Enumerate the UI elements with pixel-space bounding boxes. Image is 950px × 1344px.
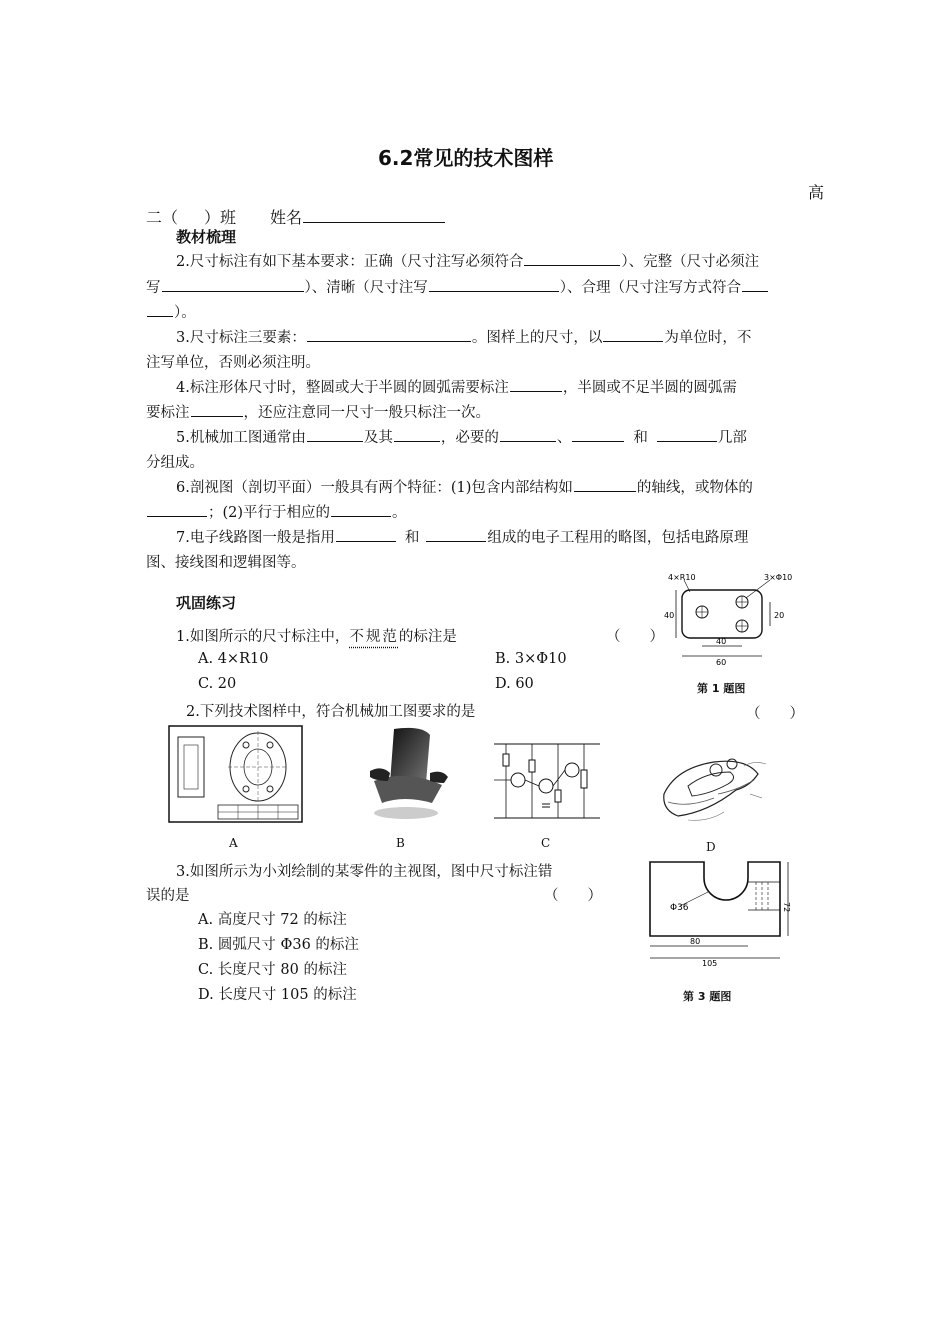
p3-option-d[interactable]: D. 长度尺寸 105 的标注 <box>198 987 357 1003</box>
figure-1-caption: 第 1 题图 <box>697 682 746 695</box>
q5-text-c: ，必要的 <box>440 430 499 446</box>
q4-line1 <box>176 376 737 397</box>
fig3-label-phi36: Φ36 <box>670 903 689 913</box>
q2-blank-1[interactable] <box>524 251 620 266</box>
image-c-label: C <box>541 836 551 850</box>
p3-answer-paren[interactable]: （ ） <box>544 888 602 904</box>
q6-line1 <box>176 476 753 497</box>
q7-line1 <box>176 526 748 547</box>
q5-line2: 分组成。 <box>146 455 204 471</box>
q5-text-e: 和 <box>633 430 648 446</box>
q6-line2 <box>146 501 407 522</box>
q5-blank-5[interactable] <box>657 427 717 442</box>
fig3-label-72: 72 <box>782 902 791 913</box>
image-c-circuit-diagram[interactable] <box>492 740 602 822</box>
q2-line2 <box>146 276 769 297</box>
image-a-label: A <box>229 836 238 850</box>
q5-text-b: 及其 <box>363 430 393 446</box>
q2-line1 <box>176 250 759 271</box>
class-name-line <box>146 205 446 228</box>
q2-blank-4b[interactable] <box>147 302 173 317</box>
q2-blank-4[interactable] <box>742 277 768 292</box>
q5-blank-2[interactable] <box>394 427 440 442</box>
q2-text-e: ）、合理（尺寸注写方式符合 <box>559 280 741 296</box>
figure-1-drawing <box>660 570 800 680</box>
q3-text-c: 为单位时，不 <box>664 330 752 346</box>
q4-line2 <box>146 401 490 422</box>
name-field[interactable] <box>303 208 445 223</box>
q7-text-c: 组成的电子工程用的略图，包括电路原理 <box>487 530 749 546</box>
q5-blank-4[interactable] <box>572 427 624 442</box>
q4-text-d: ，还应注意同一尺寸一般只标注一次。 <box>243 405 490 421</box>
q5-blank-1[interactable] <box>307 427 363 442</box>
class-prefix: 二（ <box>146 208 179 227</box>
fig1-label-60: 60 <box>716 658 727 667</box>
p3-stem-line2: 误的是 <box>146 888 190 904</box>
q4-text-c: 要标注 <box>146 405 190 421</box>
image-a-engineering-drawing[interactable] <box>168 725 303 823</box>
p1-stem-a: 1.如图所示的尺寸标注中， <box>176 629 350 645</box>
section-heading-practice: 巩固练习 <box>176 594 237 612</box>
p1-option-c[interactable]: C. 20 <box>198 676 237 692</box>
q7-text-b: 和 <box>404 530 420 546</box>
fig3-label-80: 80 <box>690 937 701 946</box>
figure-3-caption: 第 3 题图 <box>683 990 732 1003</box>
q7-line2: 图、接线图和逻辑图等。 <box>146 555 306 571</box>
figure-3-drawing <box>644 858 794 968</box>
q3-blank-2[interactable] <box>603 327 663 342</box>
section-heading-textbook: 教材梳理 <box>176 228 237 246</box>
q5-line1 <box>176 426 747 447</box>
q7-blank-2[interactable] <box>426 527 486 542</box>
q4-text-b: ，半圆或不足半圆的圆弧需 <box>562 380 737 396</box>
q6-blank-1[interactable] <box>574 477 636 492</box>
name-label: 姓名 <box>270 208 303 227</box>
p3-option-b[interactable]: B. 圆弧尺寸 Φ36 的标注 <box>198 937 359 953</box>
q3-blank-1[interactable] <box>307 327 471 342</box>
q3-line1 <box>176 326 751 347</box>
p1-stem <box>176 625 457 646</box>
q2-text-d: ）、清晰（尺寸注写 <box>304 280 428 296</box>
q5-text-d: 、 <box>556 430 572 446</box>
corner-character: 高 <box>808 183 825 202</box>
q3-text-a: 3.尺寸标注三要素： <box>176 330 306 346</box>
p3-stem-line1: 3.如图所示为小刘绘制的某零件的主视图，图中尺寸标注错 <box>176 864 553 880</box>
fig1-label-20: 20 <box>774 611 785 620</box>
q5-text-a: 5.机械加工图通常由 <box>176 430 306 446</box>
image-b-chair-render[interactable] <box>360 725 450 823</box>
q5-text-f: 几部 <box>717 430 747 446</box>
q6-text-b: 的轴线，或物体的 <box>636 480 753 496</box>
class-suffix: ）班 <box>204 208 237 227</box>
p1-option-a[interactable]: A. 4×R10 <box>198 651 269 667</box>
q4-blank-1[interactable] <box>510 377 562 392</box>
p1-stem-emphasis: 不规范 <box>349 629 399 645</box>
q3-text-b: 。图样上的尺寸，以 <box>471 330 603 346</box>
q5-blank-3[interactable] <box>500 427 556 442</box>
q4-text-a: 4.标注形体尺寸时，整圆或大于半圆的圆弧需要标注 <box>176 380 509 396</box>
image-d-car-sketch[interactable] <box>658 750 768 830</box>
q2-text-f: ）。 <box>174 305 196 321</box>
fig1-label-40-width: 40 <box>716 637 727 646</box>
image-d-label: D <box>706 840 716 854</box>
q3-line2: 注写单位，否则必须注明。 <box>146 355 320 371</box>
q2-text-a: 2.尺寸标注有如下基本要求：正确（尺寸注写必须符合 <box>176 254 524 270</box>
p1-stem-b: 的标注是 <box>398 629 457 645</box>
p2-answer-paren[interactable]: （ ） <box>746 706 804 722</box>
q2-line3 <box>146 301 196 322</box>
p3-option-c[interactable]: C. 长度尺寸 80 的标注 <box>198 962 347 978</box>
fig1-label-r10: 4×R10 <box>668 573 696 582</box>
q6-text-a: 6.剖视图（剖切平面）一般具有两个特征：(1)包含内部结构如 <box>176 480 573 496</box>
p1-option-b[interactable]: B. 3×Φ10 <box>495 651 567 667</box>
q7-text-a: 7.电子线路图一般是指用 <box>176 530 335 546</box>
fig1-label-phi10: 3×Φ10 <box>764 573 793 582</box>
fig3-label-105: 105 <box>702 959 718 968</box>
p1-answer-paren[interactable]: （ ） <box>606 629 664 645</box>
q2-text-c: 写 <box>146 280 161 296</box>
image-b-label: B <box>396 836 405 850</box>
q2-blank-2[interactable] <box>162 277 304 292</box>
page-title: 6.2常见的技术图样 <box>378 146 554 170</box>
p2-stem: 2.下列技术图样中，符合机械加工图要求的是 <box>186 704 476 720</box>
q2-text-b: ）、完整（尺寸必须注 <box>621 254 760 270</box>
fig1-label-40-height: 40 <box>664 611 675 620</box>
q2-blank-3[interactable] <box>429 277 559 292</box>
q6-text-c: ；(2)平行于相应的 <box>208 505 331 521</box>
q4-blank-2[interactable] <box>191 402 243 417</box>
q6-text-d: 。 <box>392 505 407 521</box>
p1-option-d[interactable]: D. 60 <box>495 676 534 692</box>
q7-blank-1[interactable] <box>336 527 396 542</box>
q6-blank-3[interactable] <box>331 502 391 517</box>
p3-option-a[interactable]: A. 高度尺寸 72 的标注 <box>198 912 347 928</box>
q6-blank-2[interactable] <box>147 502 207 517</box>
